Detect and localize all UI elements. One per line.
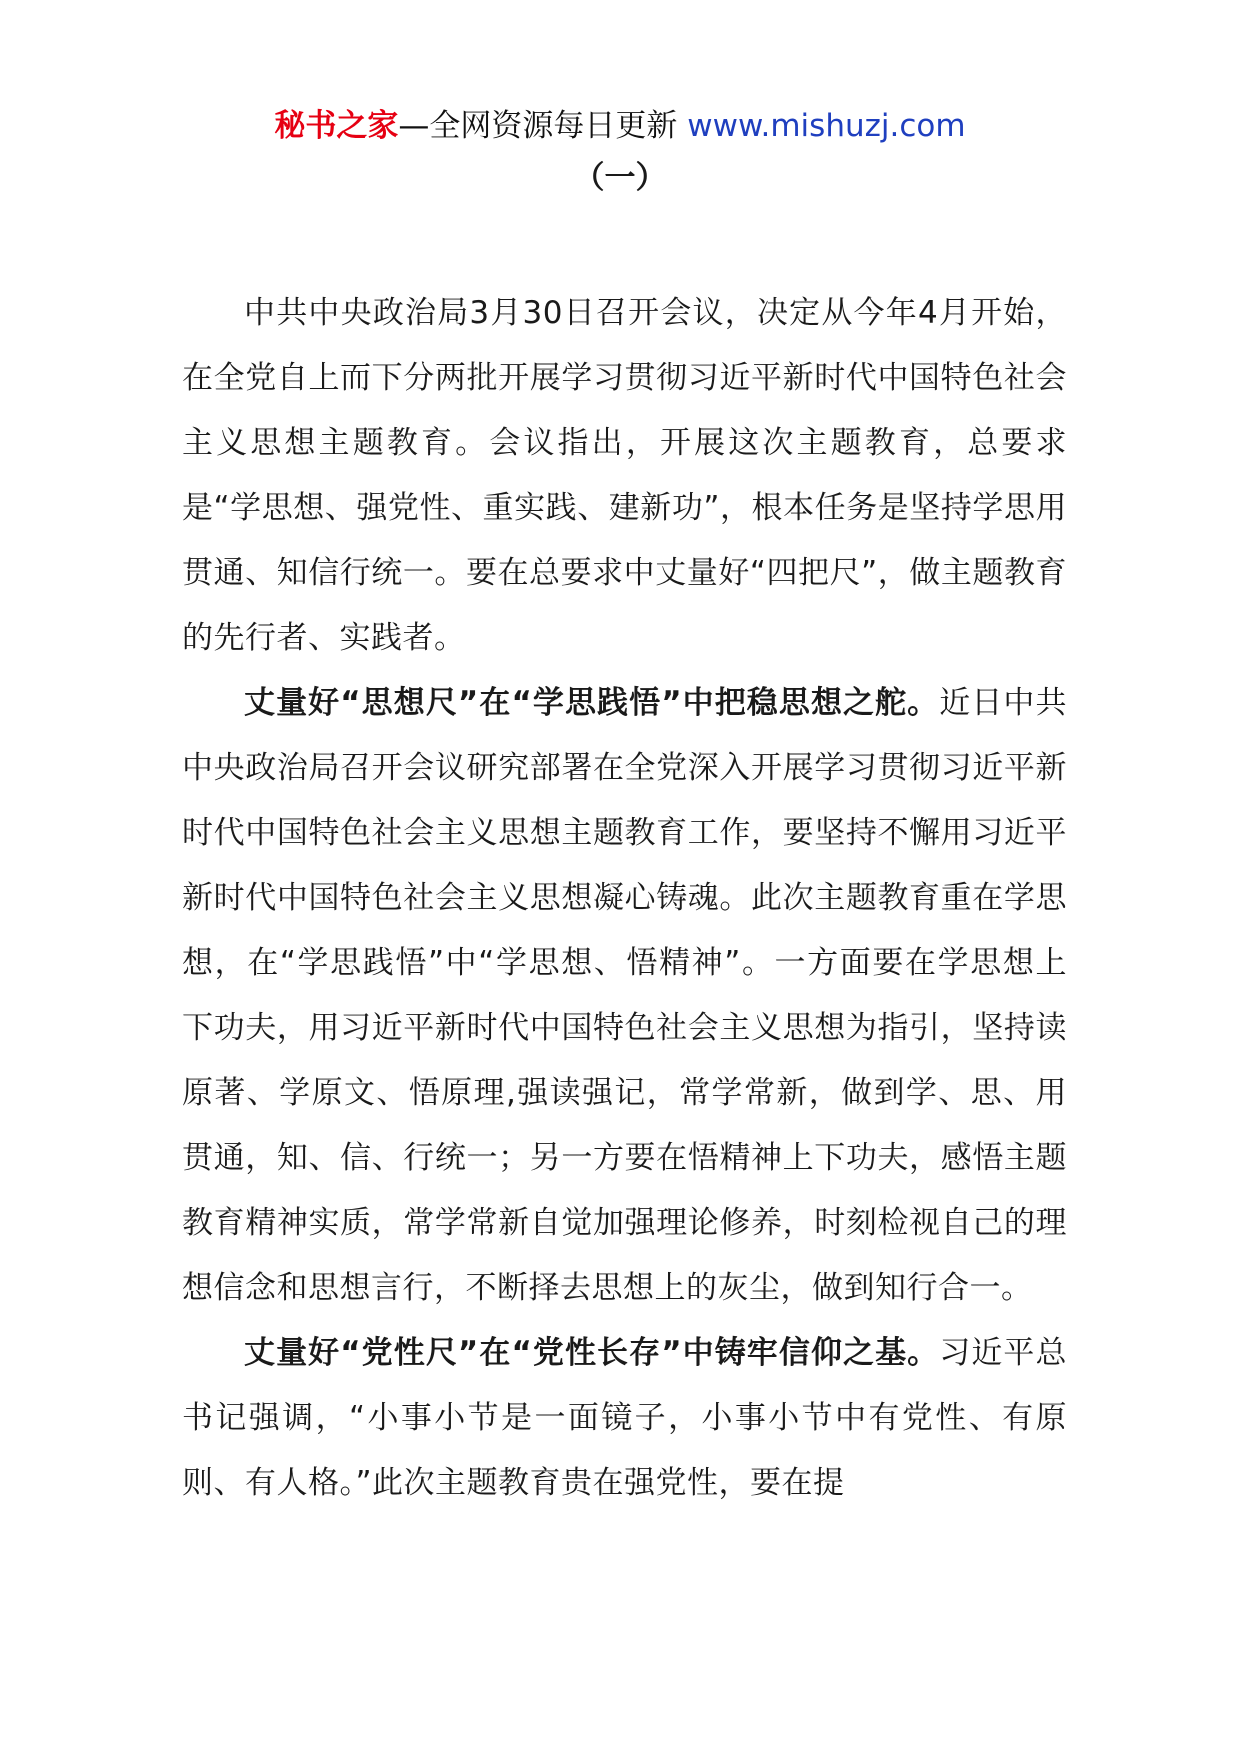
section-number: （一）	[573, 160, 667, 196]
paragraph-text: 习近平总书记强调，“小事小节是一面镜子，小事小节中有党性、有原则、有人格。”此次主题教育贵在强党性，要在提	[182, 1335, 1067, 1501]
paragraph-text: 中共中央政治局3月30日召开会议，决定从今年4月开始，在全党自上而下分两批开展学习贯彻习近平新时代中国特色社会主义思想主题教育。会议指出，开展这次主题教育，总要求是“学思想、强党性、重实践、建新功”，根本任务是坚持学思用贯通、知信行统一。要在总要求中丈量好“四把尺”，做主题教育的先行者、实践者。	[182, 295, 1067, 656]
paragraph-thought-ruler	[182, 671, 1067, 1321]
paragraph-intro	[182, 281, 1067, 671]
site-url-link[interactable]: www.mishuzj.com	[687, 108, 966, 144]
paragraph-heading: 丈量好“党性尺”在“党性长存”中铸牢信仰之基。	[244, 1335, 940, 1371]
brand-name: 秘书之家	[274, 108, 399, 144]
article-body	[182, 281, 1067, 1516]
paragraph-text: 近日中共中央政治局召开会议研究部署在全党深入开展学习贯彻习近平新时代中国特色社会主义思想主题教育工作，要坚持不懈用习近平新时代中国特色社会主义思想凝心铸魂。此次主题教育重在学思想，在“学思践悟”中“学思想、悟精神”。一方面要在学思想上下功夫，用习近平新时代中国特色社会主义思想为指引，坚持读原著、学原文、悟原理,强读强记，常学常新，做到学、思、用贯通，知、信、行统一；另一方要在悟精神上下功夫，感悟主题教育精神实质，常学常新自觉加强理论修养，时刻检视自己的理想信念和思想言行，不断择去思想上的灰尘，做到知行合一。	[182, 685, 1067, 1306]
site-header	[0, 104, 1240, 148]
paragraph-heading: 丈量好“思想尺”在“学思践悟”中把稳思想之舵。	[244, 685, 940, 721]
paragraph-party-ruler	[182, 1321, 1067, 1516]
site-slogan: —全网资源每日更新	[398, 108, 688, 144]
